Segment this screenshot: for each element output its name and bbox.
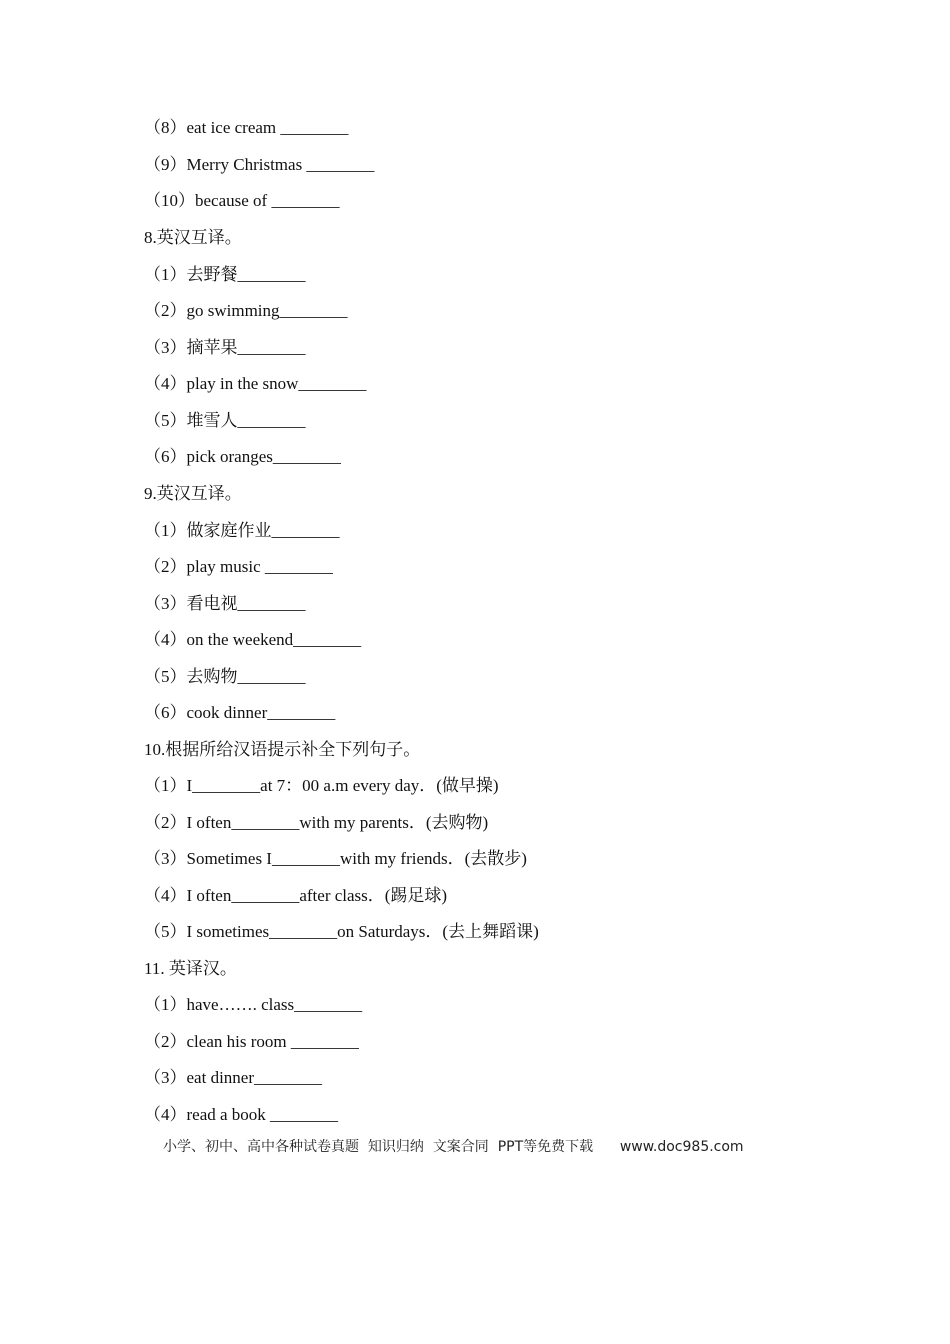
exercise-line-11-1: （1）have……. class________ bbox=[144, 995, 363, 1014]
section-heading-11: 11. 英译汉。 bbox=[144, 959, 237, 978]
exercise-line-7-9: （9）Merry Christmas ________ bbox=[144, 155, 375, 174]
exercise-line-9-5: （5）去购物________ bbox=[144, 667, 306, 686]
exercise-line-10-3: （3）Sometimes I________with my friends．(去散步) bbox=[144, 849, 527, 868]
exercise-line-9-4: （4）on the weekend________ bbox=[144, 630, 362, 649]
exercise-line-8-4: （4）play in the snow________ bbox=[144, 374, 367, 393]
section-heading-9: 9.英汉互译。 bbox=[144, 484, 242, 503]
exercise-line-10-1: （1）I________at 7：00 a.m every day．(做早操) bbox=[144, 776, 499, 795]
exercise-line-8-5: （5）堆雪人________ bbox=[144, 411, 306, 430]
exercise-line-7-8: （8）eat ice cream ________ bbox=[144, 118, 349, 137]
exercise-line-9-6: （6）cook dinner________ bbox=[144, 703, 336, 722]
exercise-line-8-6: （6）pick oranges________ bbox=[144, 447, 341, 466]
section-heading-8: 8.英汉互译。 bbox=[144, 228, 242, 247]
section-heading-10: 10.根据所给汉语提示补全下列句子。 bbox=[144, 740, 421, 759]
exercise-line-9-3: （3）看电视________ bbox=[144, 594, 306, 613]
exercise-line-9-2: （2）play music ________ bbox=[144, 557, 333, 576]
exercise-line-11-3: （3）eat dinner________ bbox=[144, 1068, 322, 1087]
exercise-line-10-2: （2）I often________with my parents．(去购物) bbox=[144, 813, 489, 832]
page-footer: 小学、初中、高中各种试卷真题 知识归纳 文案合同 PPT等免费下载 www.doc985.com bbox=[163, 1139, 744, 1155]
exercise-line-7-10: （10）because of ________ bbox=[144, 191, 340, 210]
exercise-line-10-4: （4）I often________after class．(踢足球) bbox=[144, 886, 448, 905]
exercise-line-10-5: （5）I sometimes________on Saturdays．(去上舞蹈课) bbox=[144, 922, 539, 941]
exercise-line-8-1: （1）去野餐________ bbox=[144, 265, 306, 284]
exercise-line-9-1: （1）做家庭作业________ bbox=[144, 521, 340, 540]
exercise-line-11-4: （4）read a book ________ bbox=[144, 1105, 339, 1124]
exercise-line-8-2: （2）go swimming________ bbox=[144, 301, 348, 320]
exercise-line-8-3: （3）摘苹果________ bbox=[144, 338, 306, 357]
exercise-line-11-2: （2）clean his room ________ bbox=[144, 1032, 359, 1051]
